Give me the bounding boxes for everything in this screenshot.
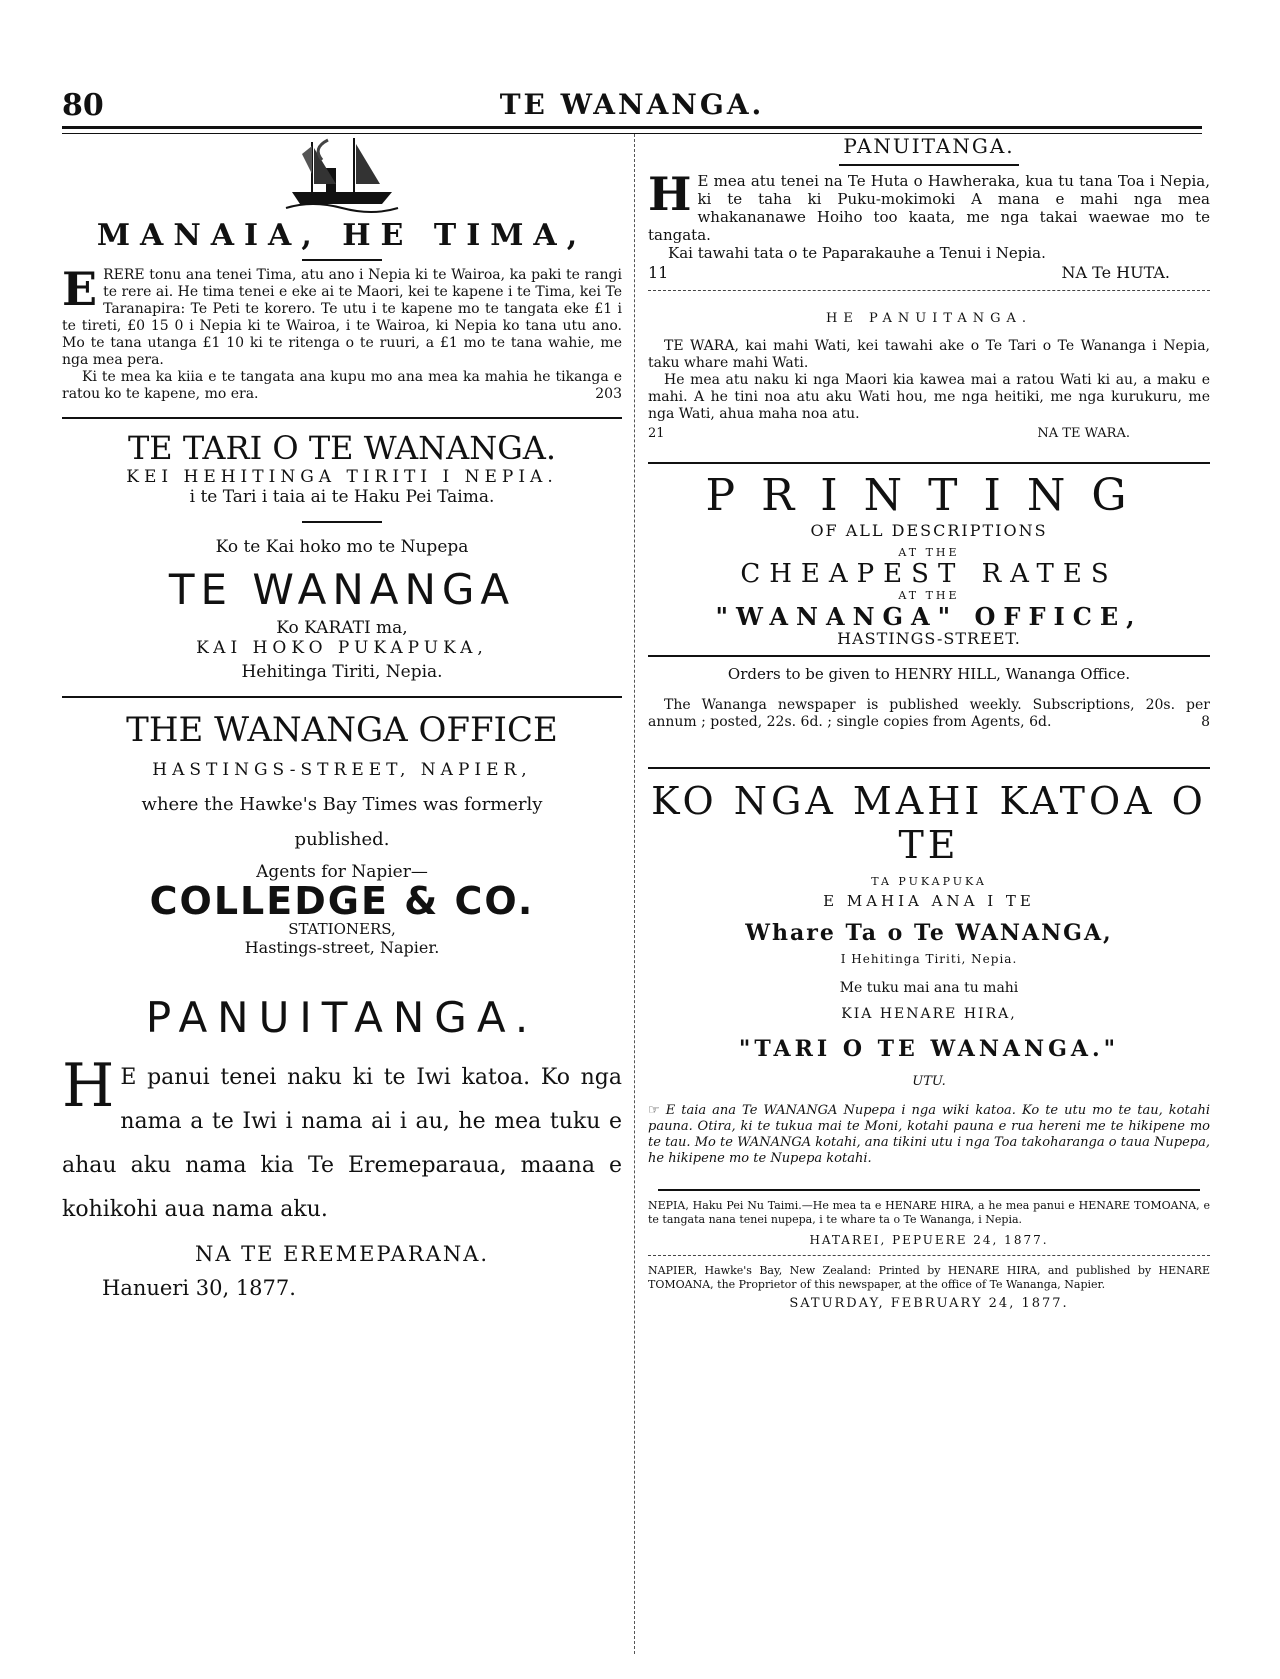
ko-nga-line5: Me tuku mai ana tu mahi <box>839 980 1019 996</box>
tari-line3: Ko te Kai hoko mo te Nupepa <box>215 537 469 557</box>
steamship-icon <box>282 134 402 216</box>
imprint-maori: NEPIA, Haku Pei Nu Taimi.—He mea ta e HENARE HIRA, a he mea panui e HENARE TOMOANA, e te tangata nana tenei nupepa, i te whare ta o Te Wananga, i Nepia. <box>648 1199 1210 1226</box>
printing-title: PRINTING <box>705 470 1153 521</box>
imprint-date-english: SATURDAY, FEBRUARY 24, 1877. <box>789 1296 1069 1311</box>
wara-signature-row <box>648 425 1210 442</box>
ko-nga-ad <box>648 779 1210 1089</box>
pointing-hand-icon: ☞ <box>648 1103 660 1118</box>
colledge-name: COLLEDGE & CO. <box>149 879 535 923</box>
tari-paper-name: TE WANANGA <box>168 565 516 614</box>
manaia-ad <box>62 262 622 403</box>
ko-nga-title: KO NGA MAHI KATOA O TE <box>651 779 1207 867</box>
office-ad <box>62 710 622 957</box>
huta-signature: NA Te HUTA. <box>1061 263 1170 282</box>
right-column <box>648 134 1210 1311</box>
tari-ad <box>62 429 622 682</box>
huta-signature-row <box>648 264 1210 282</box>
page-header <box>62 88 1202 128</box>
printing-note-wrap <box>648 697 1210 731</box>
ko-nga-line3: Whare Ta o Te WANANGA, <box>745 920 1113 946</box>
office-stationers: STATIONERS, <box>288 920 396 938</box>
office-address: Hastings-street, Napier. <box>244 938 440 957</box>
printing-line1: OF ALL DESCRIPTIONS <box>810 521 1048 540</box>
printing-note: The Wananga newspaper is published weekly. Subscriptions, 20s. per annum ; posted, 22s. 6d. ; single copies from Agents, 6d. <box>648 697 1210 730</box>
tari-line4: Ko KARATI ma, <box>276 618 408 638</box>
section-rule <box>658 1189 1200 1191</box>
ko-nga-line1: TA PUKAPUKA <box>871 875 987 888</box>
ko-nga-line6: KIA HENARE HIRA, <box>841 1006 1017 1022</box>
divider <box>839 164 1019 166</box>
office-line1: where the Hawke's Bay Times was formerly <box>141 794 543 815</box>
office-line2: published. <box>294 829 390 850</box>
ko-nga-body-wrap <box>648 1103 1210 1167</box>
office-agents: Agents for Napier— <box>256 862 428 882</box>
divider <box>648 655 1210 657</box>
tari-title: TE TARI O TE WANANGA. <box>127 429 557 467</box>
tari-line6: Hehitinga Tiriti, Nepia. <box>241 662 443 682</box>
wara-signature: NA TE WARA. <box>1037 426 1130 441</box>
office-street: HASTINGS-STREET, NAPIER, <box>152 760 532 780</box>
office-title: THE WANANGA OFFICE <box>126 710 558 750</box>
left-column <box>62 134 622 1300</box>
ad-number: 203 <box>595 386 622 402</box>
printing-line4: AT THE <box>898 589 960 602</box>
ad-number: 11 <box>648 263 669 282</box>
panui-ad <box>62 1051 622 1232</box>
footer-imprint <box>648 1199 1210 1311</box>
tari-line5: KAI HOKO PUKAPUKA, <box>196 638 488 658</box>
panui-title: PANUITANGA. <box>145 993 539 1042</box>
section-rule <box>62 696 622 698</box>
ko-nga-line2: E MAHIA ANA I TE <box>823 892 1035 910</box>
wara-ad <box>648 338 1210 442</box>
dropcap: H <box>62 1051 115 1121</box>
imprint-date-maori: HATAREI, PEPUERE 24, 1877. <box>809 1233 1049 1247</box>
printing-line6: HASTINGS-STREET. <box>837 629 1021 648</box>
imprint-english: NAPIER, Hawke's Bay, New Zealand: Printed by HENARE HIRA, and published by HENARE TOMOANA, the Proprietor of this newspaper, at the office of Te Wananga, Napier. <box>648 1264 1210 1291</box>
section-rule <box>648 290 1210 291</box>
tari-street: KEI HEHITINGA TIRITI I NEPIA. <box>126 467 558 487</box>
huta-body-2: Kai tawahi tata o te Paparakauhe a Tenui i Nepia. <box>668 244 1046 262</box>
tari-line2: i te Tari i taia ai te Haku Pei Taima. <box>189 487 495 507</box>
right-panui-title: PANUITANGA. <box>843 134 1015 158</box>
wara-body: TE WARA, kai mahi Wati, kei tawahi ake o Te Tari o Te Wananga i Nepia, taku whare mahi Wati. <box>648 338 1210 371</box>
ad-number: 21 <box>648 426 665 441</box>
dropcap: E <box>62 262 98 316</box>
printing-ad <box>648 470 1210 731</box>
printing-line3: CHEAPEST RATES <box>740 559 1118 589</box>
section-rule <box>62 417 622 419</box>
huta-ad <box>648 167 1210 282</box>
manaia-body-2 <box>62 369 622 403</box>
wara-title: HE PANUITANGA. <box>826 311 1032 326</box>
ad-number: 8 <box>1201 714 1210 730</box>
manaia-title: MANAIA, HE TIMA, <box>96 218 588 253</box>
printing-line5: "WANANGA" OFFICE, <box>715 602 1143 631</box>
header-rule <box>62 126 1202 134</box>
manaia-body-2-text: Ki te mea ka kiia e te tangata ana kupu mo ana mea ka mahia he tikanga e ratou ko te kapene, mo era. <box>62 369 622 402</box>
panui-date: Hanueri 30, 1877. <box>102 1276 296 1300</box>
newspaper-title: TE WANANGA. <box>499 88 765 121</box>
column-divider <box>634 134 635 1654</box>
dropcap: H <box>648 167 692 221</box>
printing-line2: AT THE <box>898 546 960 559</box>
section-rule <box>648 767 1210 769</box>
printing-orders: Orders to be given to HENRY HILL, Wananga Office. <box>727 665 1131 683</box>
divider <box>302 521 382 523</box>
ko-nga-line4: I Hehitinga Tiriti, Nepia. <box>840 952 1018 966</box>
panui-body: E panui tenei naku ki te Iwi katoa. Ko nga nama a te Iwi i nama ai i au, he mea tuku e ahau aku nama kia Te Eremeparaua, maana e kohikohi aua nama aku. <box>62 1065 622 1222</box>
ko-nga-line7: "TARI O TE WANANGA." <box>738 1036 1120 1062</box>
page-number: 80 <box>62 88 104 123</box>
section-rule <box>648 462 1210 464</box>
manaia-body: RERE tonu ana tenei Tima, atu ano i Nepia ki te Wairoa, ka paki te rangi te rere ai. He tima tenei e eke ai te Maori, kei te kapene i te Tima, kei Te Taranapira: Te Peti te korero. Te utu i te kapene mo te tangata eke £1 i te tireti, £0 15 0 i Nepia ki te Wairoa, i te Wairoa, ki Nepia ko tana utu ano. Mo te tana utanga £1 10 ki te ritenga o te ruuri, a £1 mo te tana wahie, me nga mea pera. <box>62 267 622 368</box>
huta-body: E mea atu tenei na Te Huta o Hawheraka, kua tu tana Toa i Nepia, ki te taha ki Puku-mokimoki A mana e mahi nga mea whakananawe Hoiho too kaata, me nga takai waewae mo te tangata. <box>648 172 1210 244</box>
wara-body-2: He mea atu naku ki nga Maori kia kawea mai a ratou Wati ki au, a maku e mahi. A he tini noa atu aku Wati hou, me nga heitiki, me nga kurukuru, me nga Wati, ahua maha noa atu. <box>648 372 1210 422</box>
ko-nga-line8: UTU. <box>912 1074 946 1089</box>
divider <box>302 259 382 261</box>
panui-signature: NA TE EREMEPARANA. <box>194 1242 490 1266</box>
divider <box>648 1255 1210 1256</box>
ko-nga-body: E taia ana Te WANANGA Nupepa i nga wiki katoa. Ko te utu mo te tau, kotahi pauna. Otira, ki te tukua mai te Moni, kotahi pauna e rua hereni me te hikipene mo te tau. Mo te WANANGA kotahi, ana tikini utu i nga Toa takoharanga o taua Nupepa, he hikipene mo te Nupepa kotahi. <box>648 1103 1211 1166</box>
